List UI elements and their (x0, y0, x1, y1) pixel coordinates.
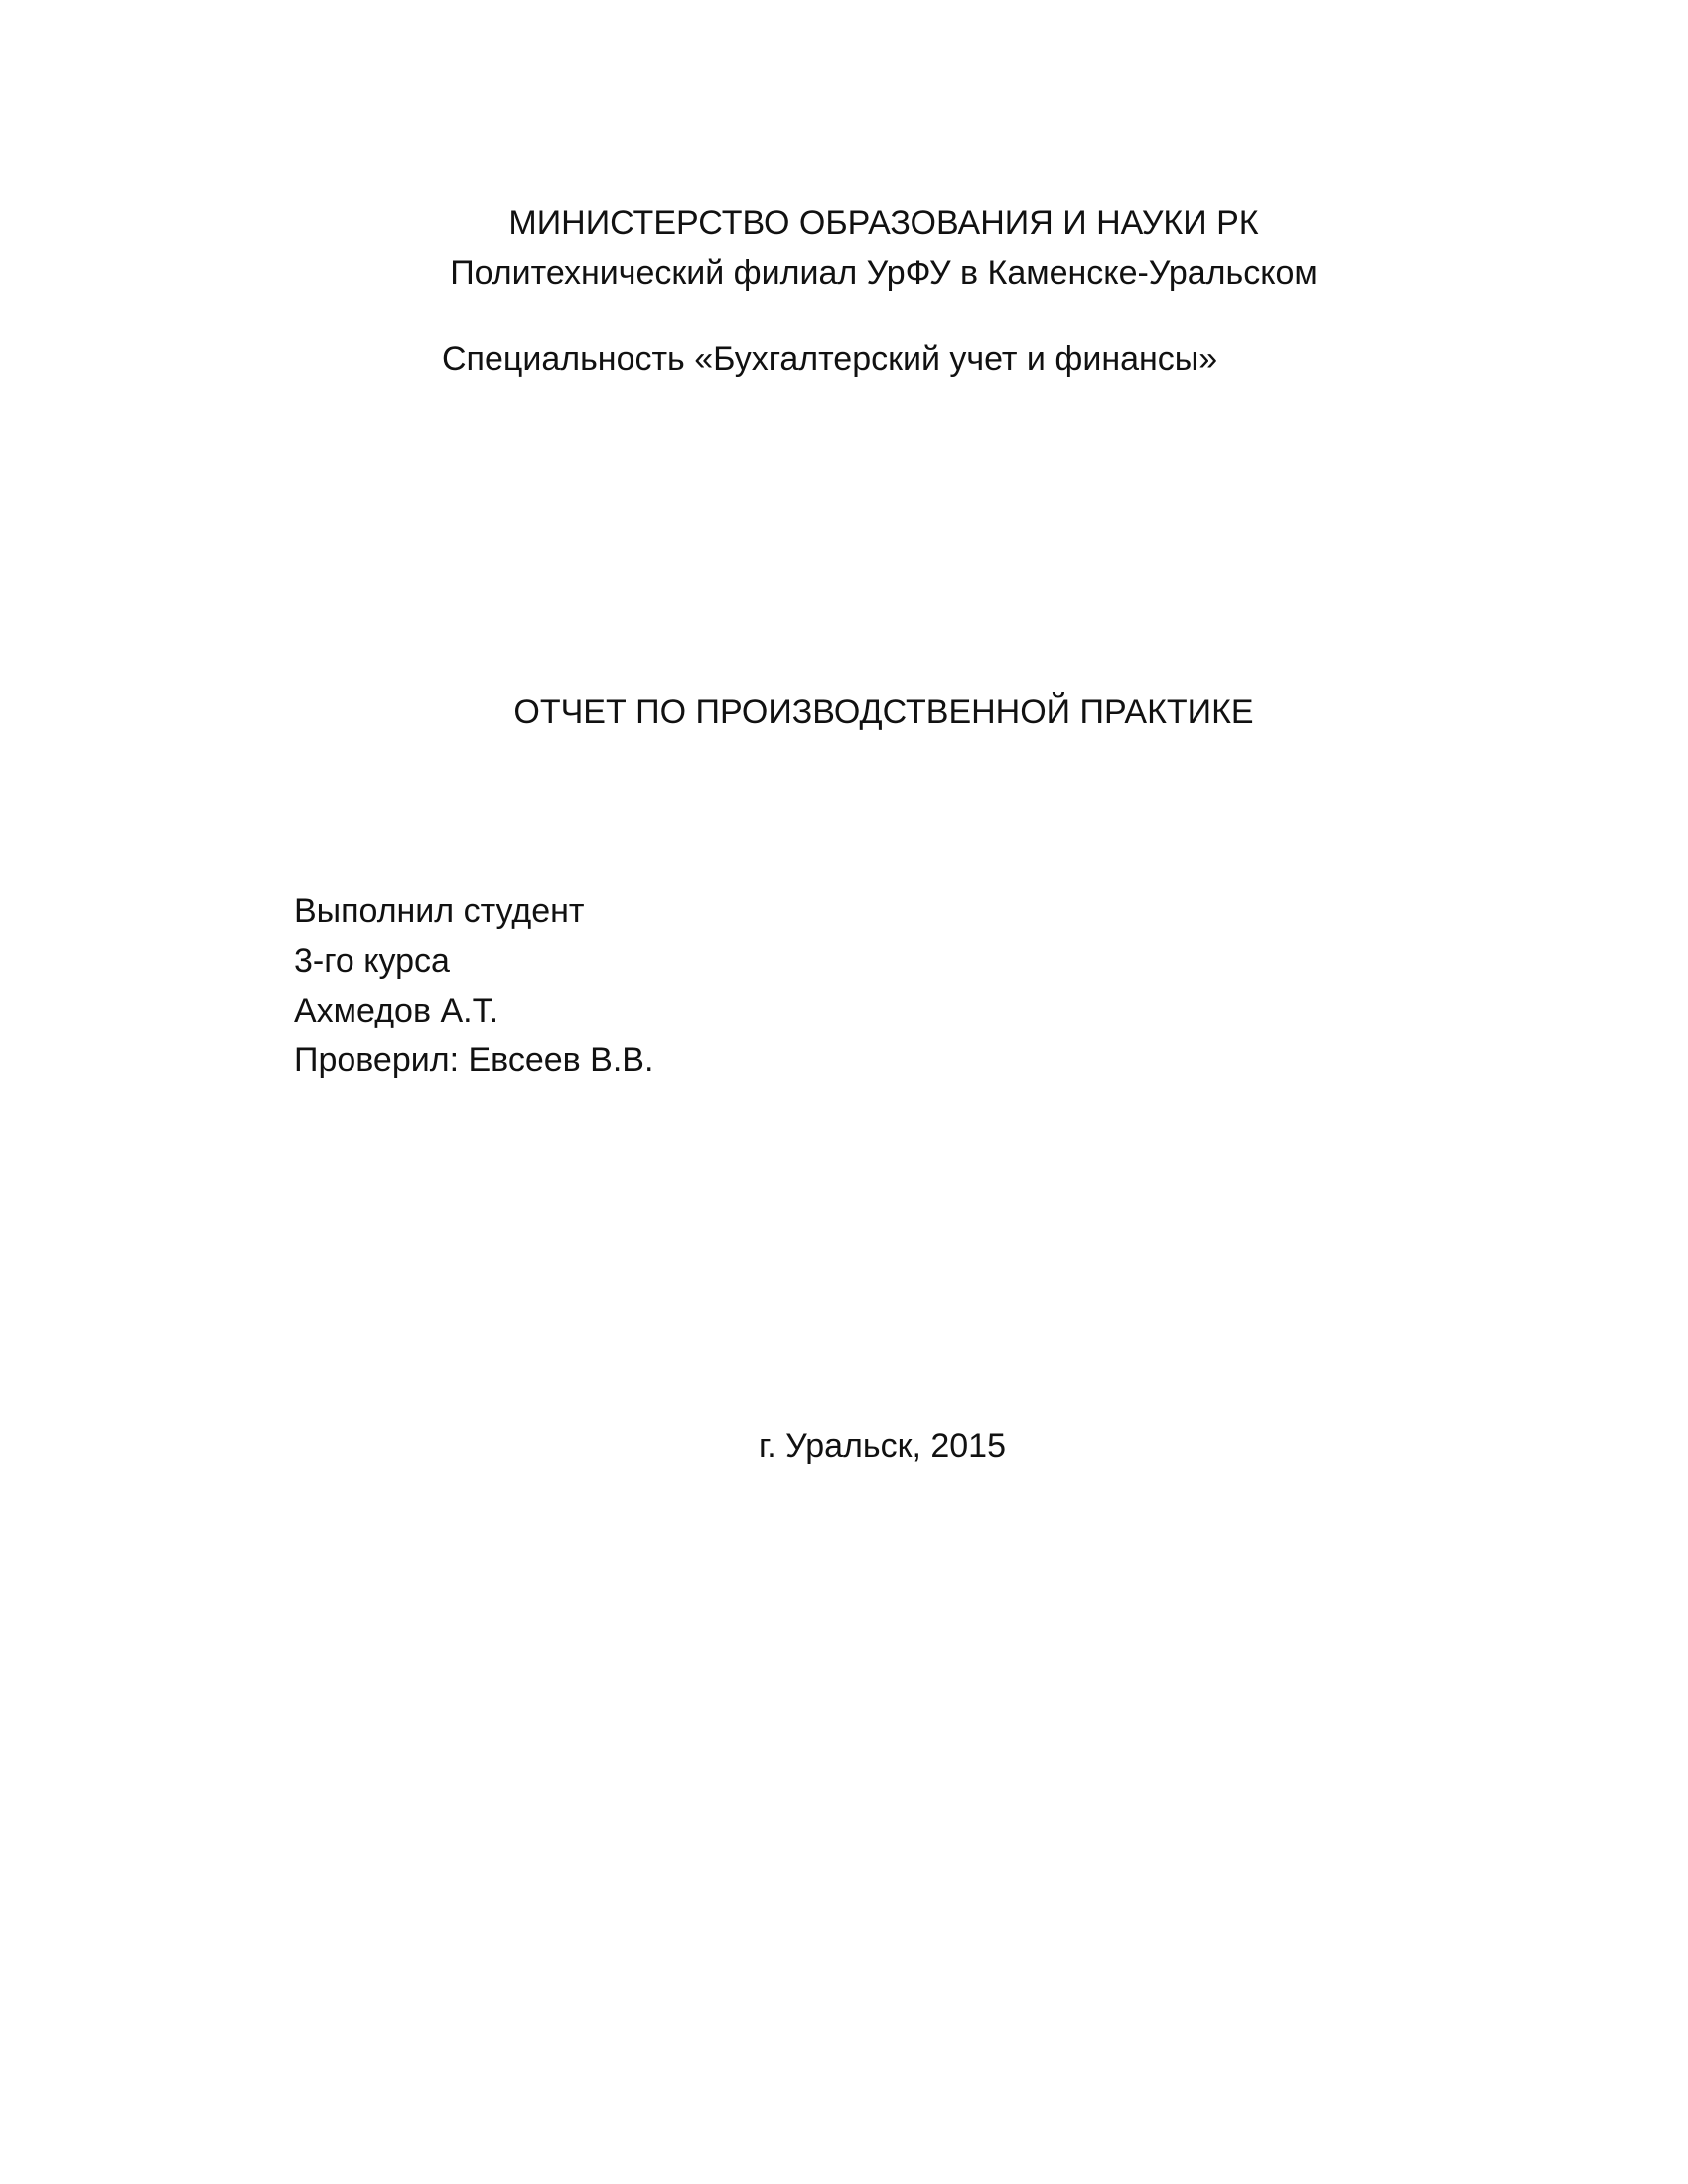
author-info-block (294, 887, 653, 1085)
student-name: Ахмедов А.Т. (294, 992, 499, 1029)
ministry-heading: МИНИСТЕРСТВО ОБРАЗОВАНИЯ И НАУКИ РК (508, 205, 1259, 242)
city-year-footer: г. Уральск, 2015 (759, 1428, 1006, 1465)
checked-by-label: Проверил: Евсеев В.В. (294, 1041, 654, 1079)
institution-branch: Политехнический филиал УрФУ в Каменске-Уральском (450, 254, 1318, 292)
report-title: ОТЧЕТ ПО ПРОИЗВОДСТВЕННОЙ ПРАКТИКЕ (513, 693, 1254, 731)
specialty-line: Специальность «Бухгалтерский учет и финансы» (442, 341, 1218, 378)
performed-by-label: Выполнил студент (294, 892, 585, 930)
course-label: 3-го курса (294, 942, 450, 980)
